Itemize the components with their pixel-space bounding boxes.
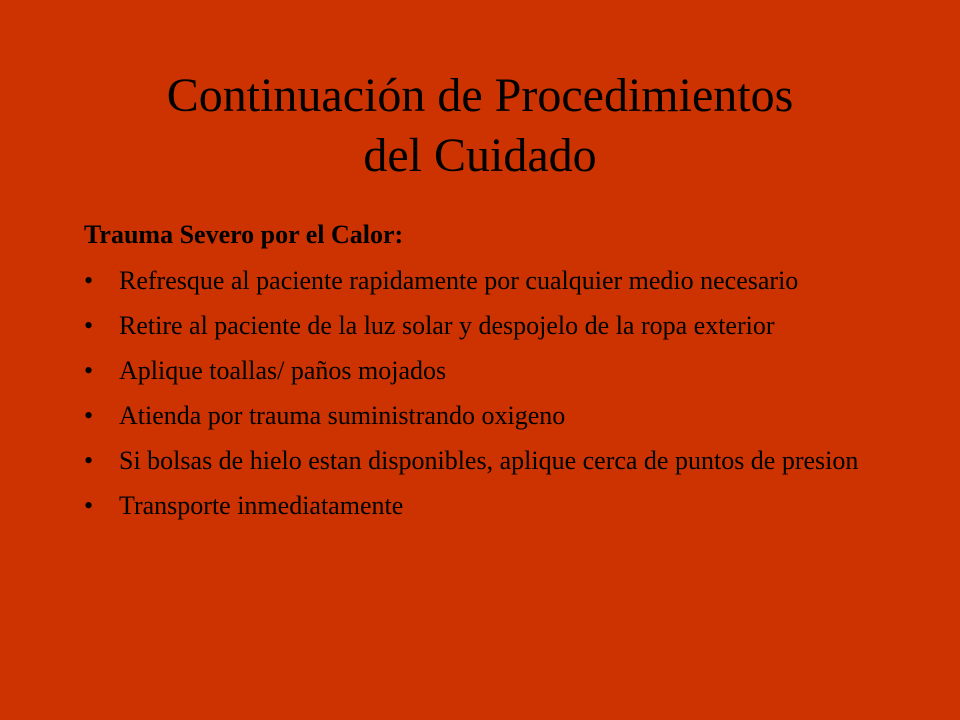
bullet-icon: • — [84, 266, 94, 295]
bullet-text: Retire al paciente de la luz solar y despojelo de la ropa exterior — [119, 311, 775, 340]
bullet-item — [84, 311, 874, 341]
slide-body — [84, 218, 874, 536]
bullet-item — [84, 446, 874, 476]
bullet-text: Aplique toallas/ paños mojados — [119, 356, 447, 385]
slide-title-line-1: Continuación de Procedimientos — [166, 69, 794, 122]
bullet-icon: • — [84, 491, 94, 520]
section-heading: Trauma Severo por el Calor: — [84, 220, 404, 249]
bullet-text: Transporte inmediatamente — [119, 491, 404, 520]
bullet-icon: • — [84, 356, 94, 385]
bullet-list — [84, 266, 874, 521]
bullet-item — [84, 401, 874, 431]
bullet-text: Si bolsas de hielo estan disponibles, aplique cerca de puntos de presion — [119, 446, 859, 475]
bullet-icon: • — [84, 446, 94, 475]
slide-title — [40, 66, 920, 186]
bullet-item — [84, 356, 874, 386]
bullet-icon: • — [84, 401, 94, 430]
slide-title-line-2: del Cuidado — [363, 129, 597, 182]
bullet-item — [84, 491, 874, 521]
bullet-item — [84, 266, 874, 296]
bullet-text: Refresque al paciente rapidamente por cualquier medio necesario — [119, 266, 799, 295]
bullet-text: Atienda por trauma suministrando oxigeno — [119, 401, 566, 430]
bullet-icon: • — [84, 311, 94, 340]
